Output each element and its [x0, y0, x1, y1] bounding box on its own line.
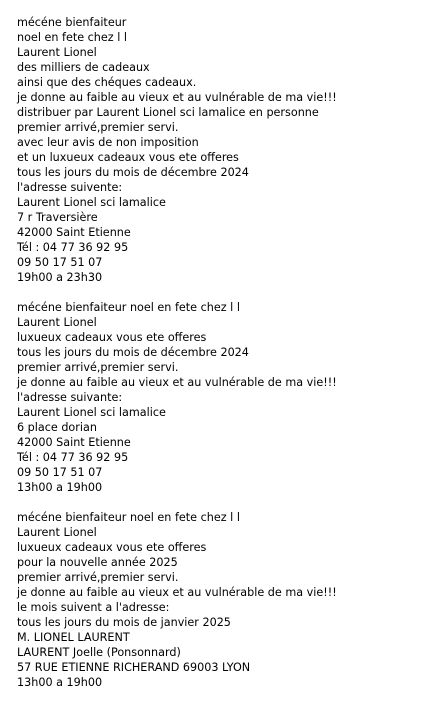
- text-line: pour la nouvelle année 2025: [17, 556, 178, 569]
- text-line: Laurent Lionel sci lamalice: [17, 196, 166, 209]
- text-line: 57 RUE ETIENNE RICHERAND 69003 LYON: [17, 661, 251, 674]
- text-line: mécéne bienfaiteur noel en fete chez l l: [17, 301, 240, 314]
- text-line: des milliers de cadeaux: [17, 61, 150, 74]
- text-line: LAURENT Joelle (Ponsonnard): [17, 646, 181, 659]
- text-line: luxueux cadeaux vous ete offeres: [17, 541, 207, 554]
- text-line: 6 place dorian: [17, 421, 97, 434]
- text-line: avec leur avis de non imposition: [17, 136, 199, 149]
- text-line: premier arrivé,premier servi.: [17, 361, 179, 374]
- text-line: 42000 Saint Etienne: [17, 226, 131, 239]
- text-line: luxueux cadeaux vous ete offeres: [17, 331, 207, 344]
- text-line: l'adresse suivante:: [17, 391, 123, 404]
- text-line: tous les jours du mois de décembre 2024: [17, 166, 249, 179]
- text-line: je donne au faible au vieux et au vulnérable de ma vie!!!: [17, 376, 337, 389]
- text-line: noel en fete chez l l: [17, 31, 127, 44]
- text-line: distribuer par Laurent Lionel sci lamalice en personne: [17, 106, 319, 119]
- text-line: 19h00 a 23h30: [17, 271, 103, 284]
- text-line: 42000 Saint Etienne: [17, 436, 131, 449]
- text-line: 09 50 17 51 07: [17, 466, 103, 479]
- document-body: [17, 15, 427, 690]
- text-line: ainsi que des chéques cadeaux.: [17, 76, 197, 89]
- text-line: Laurent Lionel sci lamalice: [17, 406, 166, 419]
- text-line: mécéne bienfaiteur noel en fete chez l l: [17, 511, 240, 524]
- text-line: Laurent Lionel: [17, 526, 97, 539]
- text-line: je donne au faible au vieux et au vulnérable de ma vie!!!: [17, 91, 337, 104]
- text-line: et un luxueux cadeaux vous ete offeres: [17, 151, 239, 164]
- text-line: Tél : 04 77 36 92 95: [17, 451, 129, 464]
- text-block: [17, 15, 427, 285]
- text-line: mécéne bienfaiteur: [17, 16, 127, 29]
- text-line: 09 50 17 51 07: [17, 256, 103, 269]
- text-line: M. LIONEL LAURENT: [17, 631, 130, 644]
- text-line: 13h00 a 19h00: [17, 676, 103, 689]
- text-line: Tél : 04 77 36 92 95: [17, 241, 129, 254]
- text-block: [17, 510, 427, 690]
- text-line: premier arrivé,premier servi.: [17, 121, 179, 134]
- text-line: premier arrivé,premier servi.: [17, 571, 179, 584]
- text-line: Laurent Lionel: [17, 316, 97, 329]
- text-line: Laurent Lionel: [17, 46, 97, 59]
- text-line: 13h00 a 19h00: [17, 481, 103, 494]
- text-line: tous les jours du mois de janvier 2025: [17, 616, 231, 629]
- text-line: tous les jours du mois de décembre 2024: [17, 346, 249, 359]
- text-line: le mois suivent a l'adresse:: [17, 601, 170, 614]
- text-line: je donne au faible au vieux et au vulnérable de ma vie!!!: [17, 586, 337, 599]
- text-block: [17, 300, 427, 495]
- text-line: 7 r Traversière: [17, 211, 98, 224]
- text-line: l'adresse suivente:: [17, 181, 123, 194]
